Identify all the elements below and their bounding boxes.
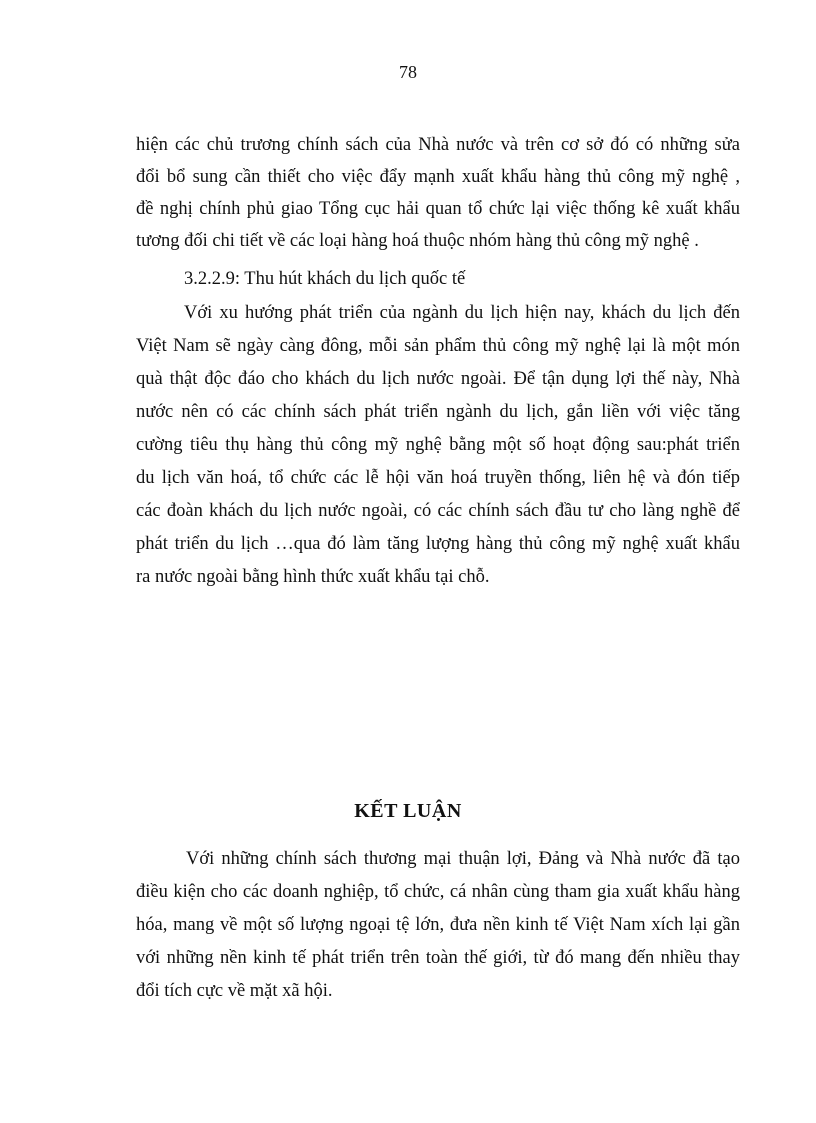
- paragraph-line: đề nghị chính phủ giao Tổng cục hải quan tổ chức lại việc thống kê xuất khẩu: [136, 199, 740, 219]
- paragraph-line: hiện các chủ trương chính sách của Nhà nước và trên cơ sở đó có những sửa: [136, 135, 740, 155]
- paragraph-line: ra nước ngoài bằng hình thức xuất khẩu tại chỗ.: [136, 567, 490, 587]
- paragraph-line: đổi bổ sung cần thiết cho việc đẩy mạnh xuất khẩu hàng thủ công mỹ nghệ ,: [136, 167, 740, 187]
- paragraph-line: nước nên có các chính sách phát triển ngành du lịch, gắn liền với việc tăng: [136, 402, 740, 422]
- paragraph-line: cường tiêu thụ hàng thủ công mỹ nghệ bằng một số hoạt động sau:phát triển: [136, 435, 740, 455]
- page-number: 78: [399, 62, 417, 82]
- paragraph-line: hóa, mang về một số lượng ngoại tệ lớn, đưa nền kinh tế Việt Nam xích lại gần: [136, 915, 740, 935]
- paragraph-line: với những nền kinh tế phát triển trên toàn thế giới, từ đó mang đến nhiều thay: [136, 948, 740, 968]
- paragraph-line: Việt Nam sẽ ngày càng đông, mỗi sản phẩm thủ công mỹ nghệ lại là một món: [136, 336, 740, 356]
- paragraph-line: tương đối chi tiết về các loại hàng hoá thuộc nhóm hàng thủ công mỹ nghệ .: [136, 231, 699, 251]
- paragraph-line: Với những chính sách thương mại thuận lợi, Đảng và Nhà nước đã tạo: [186, 849, 740, 869]
- paragraph-line: điều kiện cho các doanh nghiệp, tổ chức, cá nhân cùng tham gia xuất khẩu hàng: [136, 882, 740, 902]
- paragraph-line: du lịch văn hoá, tổ chức các lễ hội văn hoá truyền thống, liên hệ và đón tiếp: [136, 468, 740, 488]
- section-title: 3.2.2.9: Thu hút khách du lịch quốc tế: [184, 269, 466, 289]
- paragraph-line: các đoàn khách du lịch nước ngoài, có các chính sách đầu tư cho làng nghề để: [136, 501, 740, 521]
- paragraph-line: phát triển du lịch …qua đó làm tăng lượng hàng thủ công mỹ nghệ xuất khẩu: [136, 534, 740, 554]
- conclusion-heading: KẾT LUẬN: [354, 800, 462, 822]
- paragraph-line: Với xu hướng phát triển của ngành du lịch hiện nay, khách du lịch đến: [184, 303, 740, 323]
- paragraph-line: đổi tích cực về mặt xã hội.: [136, 981, 333, 1001]
- paragraph-line: quà thật độc đáo cho khách du lịch nước ngoài. Để tận dụng lợi thế này, Nhà: [136, 369, 740, 389]
